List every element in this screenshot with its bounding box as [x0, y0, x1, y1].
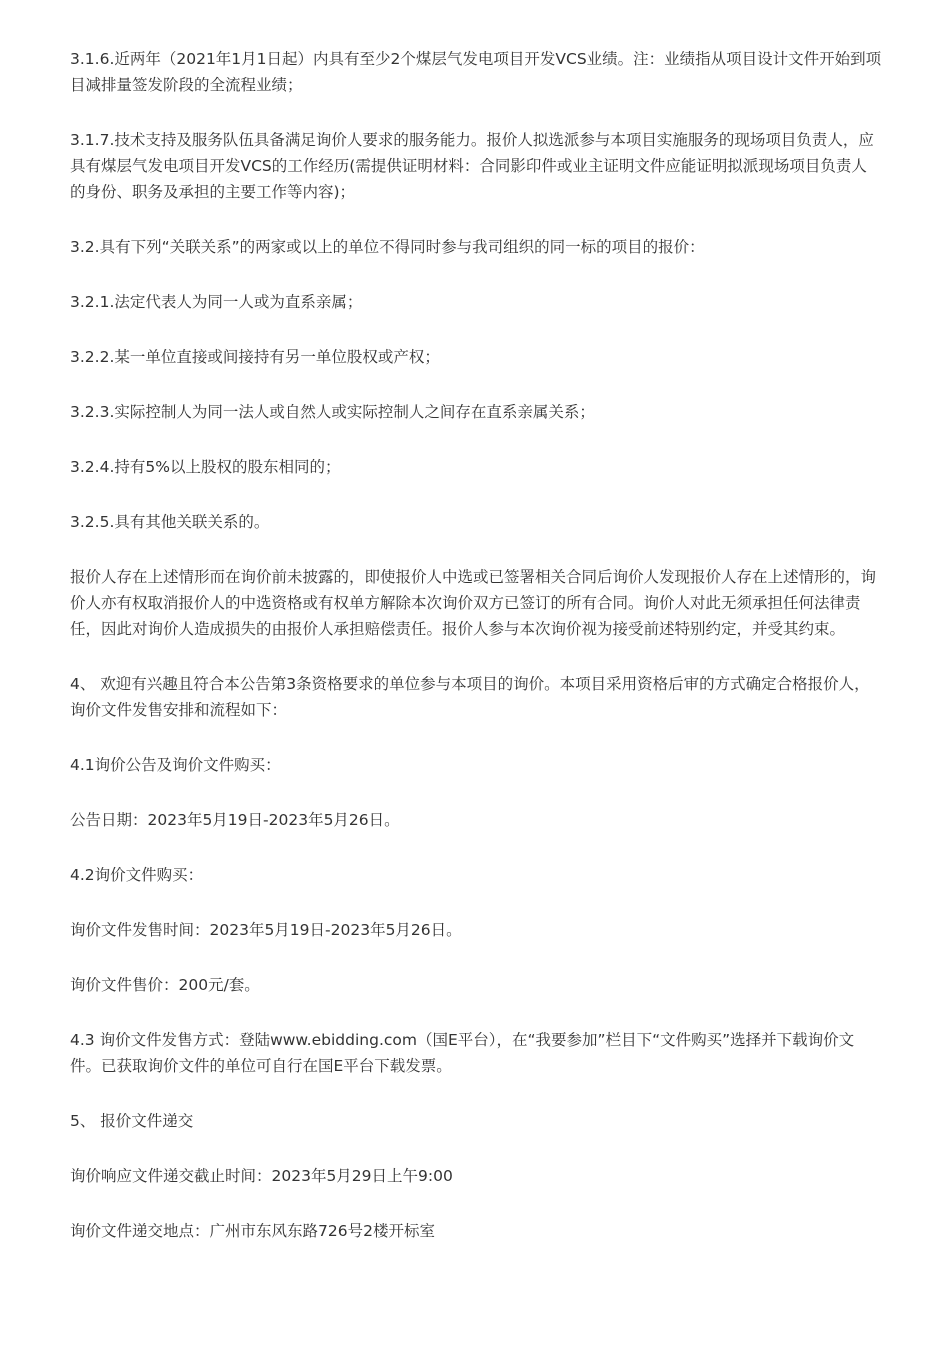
document-body [70, 46, 882, 1273]
paragraph-submission-deadline: 询价响应文件递交截止时间：2023年5月29日上午9:00 [70, 1167, 453, 1185]
paragraph-3-2-2: 3.2.2.某一单位直接或间接持有另一单位股权或产权； [70, 348, 440, 366]
paragraph-4-2-heading: 4.2询价文件购买： [70, 866, 204, 884]
paragraph-4-invitation: 4、 欢迎有兴趣且符合本公告第3条资格要求的单位参与本项目的询价。本项目采用资格后审的方式确定合格报价人，询价文件发售安排和流程如下： [70, 675, 870, 719]
paragraph-4-3-sale-method: 4.3 询价文件发售方式：登陆www.ebidding.com（国E平台），在“我要参加”栏目下“文件购买”选择并下载询价文件。已获取询价文件的单位可自行在国E平台下载发票。 [70, 1031, 855, 1075]
paragraph-sale-period: 询价文件发售时间：2023年5月19日-2023年5月26日。 [70, 921, 462, 939]
paragraph-3-2-4: 3.2.4.持有5%以上股权的股东相同的； [70, 458, 341, 476]
paragraph-disclosure-terms: 报价人存在上述情形而在询价前未披露的，即使报价人中选或已签署相关合同后询价人发现报价人存在上述情形的，询价人亦有权取消报价人的中选资格或有权单方解除本次询价双方已签订的所有合同。询价人对此无须承担任何法律责任，因此对询价人造成损失的由报价人承担赔偿责任。报价人参与本次询价视为接受前述特别约定，并受其约束。 [70, 568, 877, 638]
paragraph-3-1-7: 3.1.7.技术支持及服务队伍具备满足询价人要求的服务能力。报价人拟选派参与本项目实施服务的现场项目负责人，应具有煤层气发电项目开发VCS的工作经历(需提供证明材料：合同影印件或业主证明文件应能证明拟派现场项目负责人的身份、职务及承担的主要工作等内容)； [70, 131, 874, 201]
paragraph-sale-price: 询价文件售价：200元/套。 [70, 976, 260, 994]
paragraph-3-1-6: 3.1.6.近两年（2021年1月1日起）内具有至少2个煤层气发电项目开发VCS业绩。注：业绩指从项目设计文件开始到项目减排量签发阶段的全流程业绩； [70, 50, 882, 94]
paragraph-5-heading: 5、 报价文件递交 [70, 1112, 194, 1130]
paragraph-3-2-5: 3.2.5.具有其他关联关系的。 [70, 513, 270, 531]
paragraph-announcement-date: 公告日期：2023年5月19日-2023年5月26日。 [70, 811, 400, 829]
paragraph-submission-location: 询价文件递交地点：广州市东风东路726号2楼开标室 [70, 1222, 435, 1240]
paragraph-3-2: 3.2.具有下列“关联关系”的两家或以上的单位不得同时参与我司组织的同一标的项目的报价： [70, 238, 705, 256]
paragraph-3-2-1: 3.2.1.法定代表人为同一人或为直系亲属； [70, 293, 363, 311]
paragraph-3-2-3: 3.2.3.实际控制人为同一法人或自然人或实际控制人之间存在直系亲属关系； [70, 403, 595, 421]
paragraph-4-1-heading: 4.1询价公告及询价文件购买： [70, 756, 281, 774]
